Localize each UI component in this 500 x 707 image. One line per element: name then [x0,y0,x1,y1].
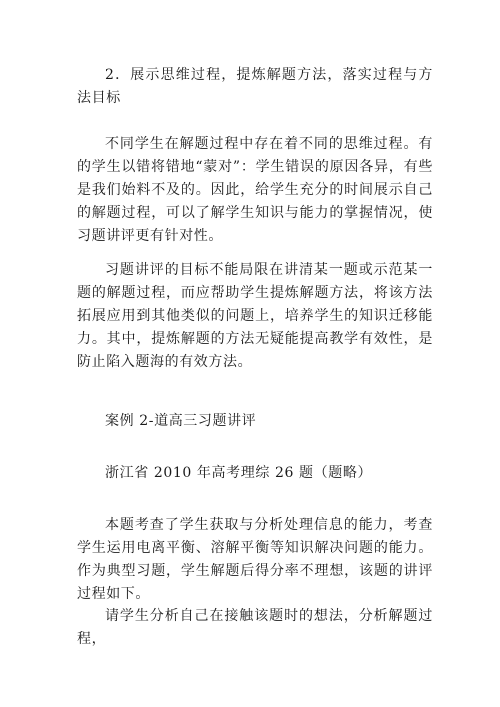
exam-reference: 浙江省 2010 年高考理综 26 题（题略） [105,465,373,481]
paragraph-question-analysis: 本题考查了学生获取与分析处理信息的能力，考查学生运用电离平衡、溶解平衡等知识解决问题的能力。作为典型习题，学生解题后得分率不理想，该题的讲评过程如下。 [77,517,433,602]
section-heading: 2．展示思维过程，提炼解题方法，落实过程与方法目标 [77,67,433,106]
case-title: 案例 2-道高三习题讲评 [105,413,257,429]
paragraph-review-goal: 习题讲评的目标不能局限在讲清某一题或示范某一题的解题过程，而应帮助学生提炼解题方法，将该方法拓展应用到其他类似的问题上，培养学生的知识迁移能力。其中，提炼解题的方法无疑能提高教学有效性，是防止陷入题海的有效方法。 [77,262,433,370]
paragraph-thinking-process: 不同学生在解题过程中存在着不同的思维过程。有的学生以错将错地“蒙对”：学生错误的原因各异，有些是我们始料不及的。因此，给学生充分的时间展示自己的解题过程，可以了解学生知识与能力的掌握情况，使习题讲评更有针对性。 [77,136,433,244]
paragraph-student-analysis: 请学生分析自己在接触该题时的想法，分析解题过程， [77,608,433,647]
